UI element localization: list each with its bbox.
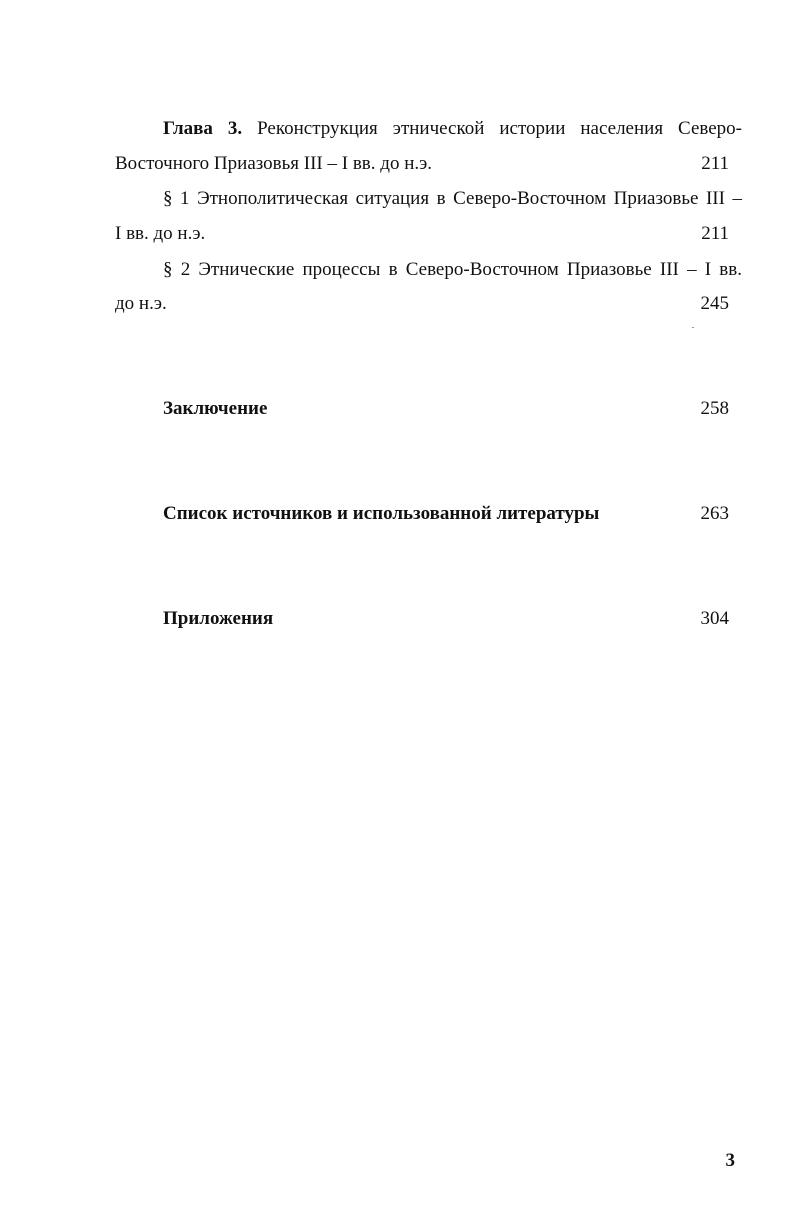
chapter-title-line1: Реконструкция этнической истории населения Северо- xyxy=(257,118,742,139)
conclusion-title[interactable]: Заключение xyxy=(163,398,268,419)
section-2-page: 245 xyxy=(700,293,729,314)
section-2-line2: до н.э. xyxy=(115,293,167,314)
page-number: 3 xyxy=(725,1150,735,1171)
section-1-page: 211 xyxy=(701,223,729,244)
references-page: 263 xyxy=(700,503,729,524)
scan-speck xyxy=(692,327,694,328)
section-1-line1[interactable]: § 1 Этнополитическая ситуация в Северо-Восточном Приазовье III – xyxy=(163,188,742,209)
appendices-title[interactable]: Приложения xyxy=(163,608,274,629)
appendices-page: 304 xyxy=(700,608,729,629)
section-1-line2: I вв. до н.э. xyxy=(115,223,206,244)
chapter-3-page: 211 xyxy=(701,153,729,174)
conclusion-page: 258 xyxy=(700,398,729,419)
chapter-3-heading[interactable] xyxy=(163,117,742,141)
references-title[interactable]: Список источников и использованной литературы xyxy=(163,503,600,524)
chapter-title-line2: Восточного Приазовья III – I вв. до н.э. xyxy=(115,153,433,174)
section-2-line1[interactable]: § 2 Этнические процессы в Северо-Восточном Приазовье III – I вв. xyxy=(163,259,742,280)
chapter-label: Глава 3. xyxy=(163,118,243,139)
